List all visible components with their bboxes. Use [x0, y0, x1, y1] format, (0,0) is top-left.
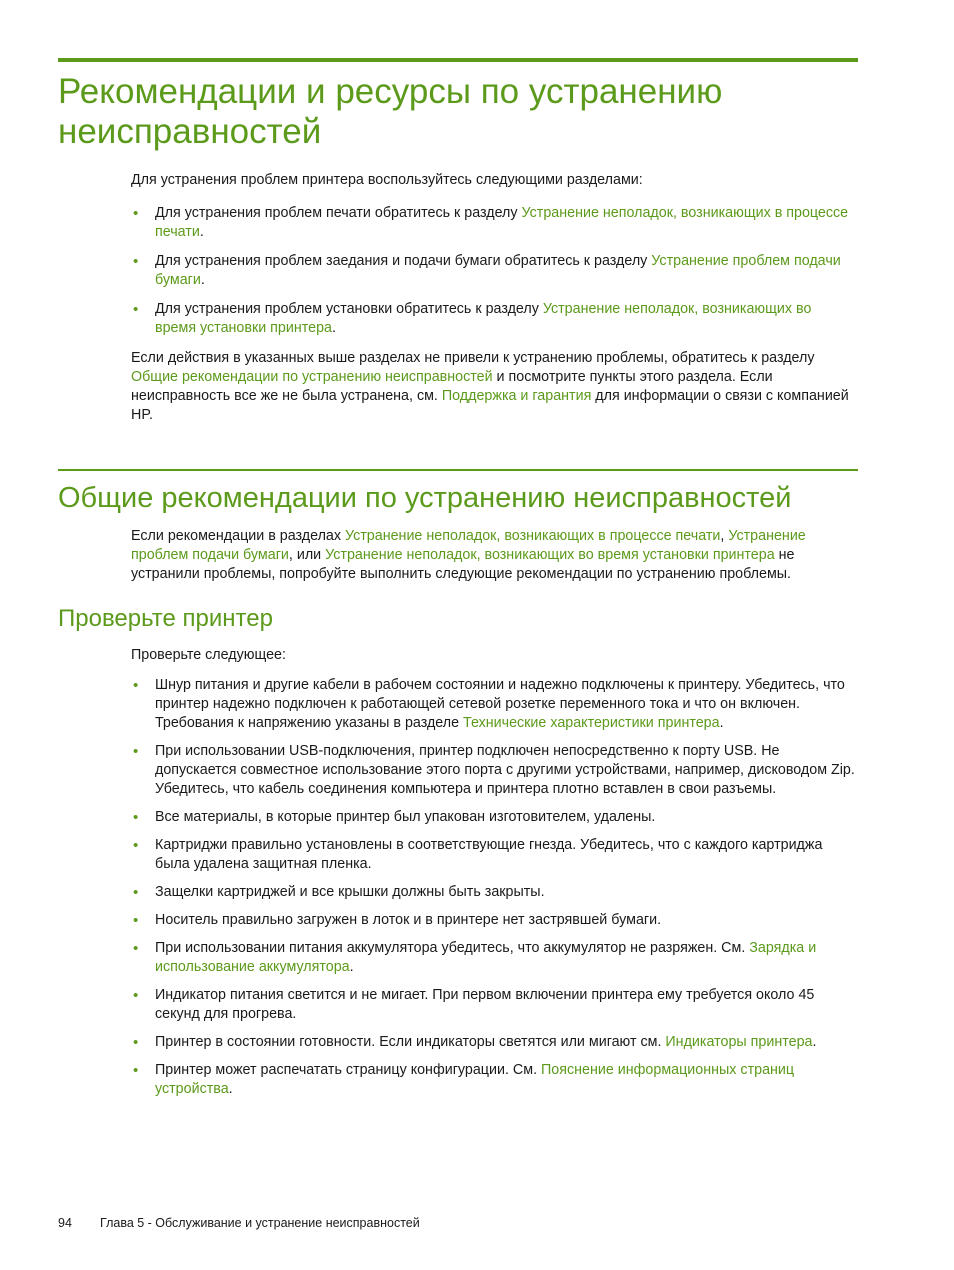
list-item: • Для устранения проблем заедания и подачи бумаги обратитесь к разделу Устранение проблем подачи бумаги.: [131, 252, 856, 290]
subsection-title: Проверьте принтер: [58, 605, 273, 632]
page-footer: [58, 1215, 420, 1231]
list-item: • Все материалы, в которые принтер был упакован изготовителем, удалены.: [131, 808, 856, 827]
top-rule: [58, 58, 858, 62]
battery-link[interactable]: Зарядка и использование аккумулятора: [155, 940, 817, 975]
indicators-link[interactable]: Индикаторы принтера: [665, 1034, 813, 1050]
list-item: • Носитель правильно загружен в лоток и в принтере нет застрявшей бумаги.: [131, 911, 856, 930]
info-pages-link[interactable]: Пояснение информационных страниц устройства: [155, 1062, 795, 1097]
list-item: • Принтер в состоянии готовности. Если индикаторы светятся или мигают см. Индикаторы принтера.: [131, 1033, 856, 1052]
list-item: • При использовании питания аккумулятора убедитесь, что аккумулятор не разряжен. См. Зарядка и использование аккумулятора.: [131, 939, 856, 977]
specs-link[interactable]: Технические характеристики принтера: [463, 715, 720, 731]
list-item: • Для устранения проблем установки обратитесь к разделу Устранение неполадок, возникающих во время установки принтера.: [131, 300, 856, 338]
list-item: • Шнур питания и другие кабели в рабочем состоянии и надежно подключены к принтеру. Убедитесь, что принтер надежно подключен к работающей сетевой розетке переменного тока и что он включен. Требования к напряжению указаны в разделе Технические характеристики принтера.: [131, 676, 856, 733]
check-list: [131, 676, 856, 1108]
list-item: • Защелки картриджей и все крышки должны быть закрыты.: [131, 883, 856, 902]
resource-link-paper[interactable]: Устранение проблем подачи бумаги: [155, 253, 841, 288]
resource-link-print[interactable]: Устранение неполадок, возникающих в процессе печати: [155, 205, 849, 240]
list-item: • При использовании USB-подключения, принтер подключен непосредственно к порту USB. Не допускается совместное использование этого порта с другими устройствами, например, дисководом Zip. Убедитесь, что кабель соединения компьютера и принтера плотно вставлен в свои разъемы.: [131, 742, 856, 799]
paper-feed-link[interactable]: Устранение проблем подачи бумаги: [131, 528, 806, 563]
print-troubleshoot-link[interactable]: Устранение неполадок, возникающих в процессе печати: [344, 528, 721, 544]
intro-text: Для устранения проблем принтера воспользуйтесь следующими разделами:: [131, 172, 643, 188]
page-number: 94: [58, 1216, 72, 1230]
followup-paragraph: Если действия в указанных выше разделах не привели к устранению проблемы, обратитесь к разделу Общие рекомендации по устранению неисправностей и посмотрите пункты этого раздела. Если неисправность все же не была устранена, см. Поддержка и гарантия для информации о связи с компанией HP.: [131, 350, 849, 423]
resource-link-install[interactable]: Устранение неполадок, возникающих во время установки принтера: [155, 301, 812, 336]
check-lead: Проверьте следующее:: [131, 647, 286, 663]
section-title: Общие рекомендации по устранению неисправностей: [58, 482, 792, 514]
list-item: • Принтер может распечатать страницу конфигурации. См. Пояснение информационных страниц устройства.: [131, 1061, 856, 1099]
support-warranty-link[interactable]: Поддержка и гарантия: [441, 388, 592, 404]
install-troubleshoot-link[interactable]: Устранение неполадок, возникающих во время установки принтера: [325, 547, 775, 563]
general-recommendations-link[interactable]: Общие рекомендации по устранению неисправностей: [131, 369, 493, 385]
section-rule: [58, 469, 858, 471]
page-title: Рекомендации и ресурсы по устранению неисправностей: [58, 72, 723, 151]
resources-list: [131, 204, 856, 348]
chapter-label: Глава 5 - Обслуживание и устранение неисправностей: [100, 1216, 420, 1230]
list-item: • Для устранения проблем печати обратитесь к разделу Устранение неполадок, возникающих в процессе печати.: [131, 204, 856, 242]
general-paragraph: Если рекомендации в разделах Устранение неполадок, возникающих в процессе печати, Устранение проблем подачи бумаги, или Устранение неполадок, возникающих во время установки принтера не устранили проблемы, попробуйте выполнить следующие рекомендации по устранению проблемы.: [131, 528, 806, 582]
list-item: • Картриджи правильно установлены в соответствующие гнезда. Убедитесь, что с каждого картриджа была удалена защитная пленка.: [131, 836, 856, 874]
list-item: • Индикатор питания светится и не мигает. При первом включении принтера ему требуется около 45 секунд для прогрева.: [131, 986, 856, 1024]
